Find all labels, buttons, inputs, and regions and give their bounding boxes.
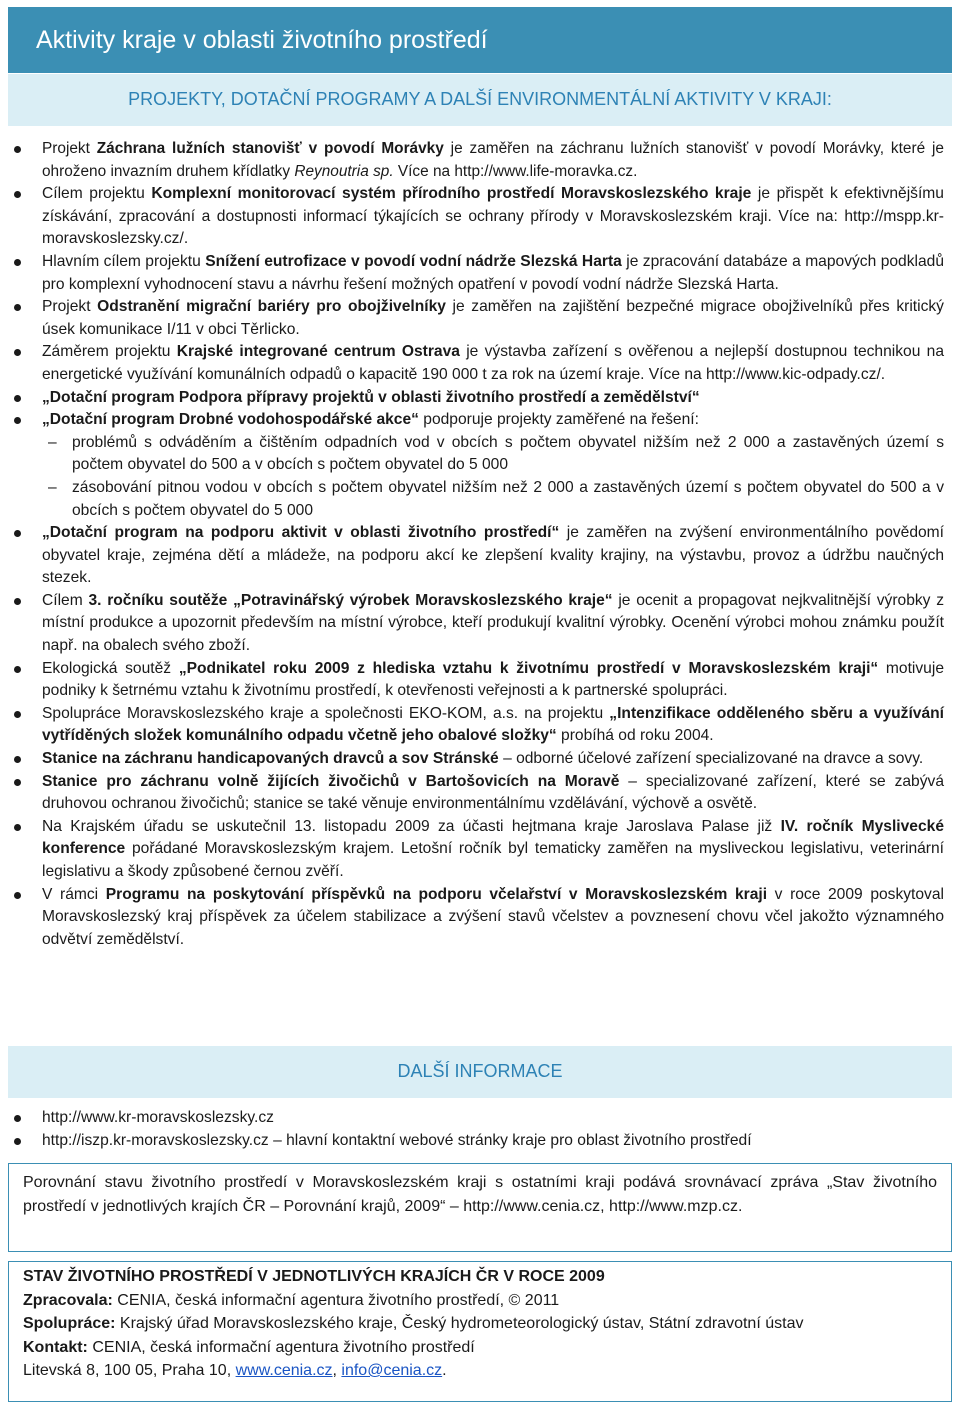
footer-box: STAV ŽIVOTNÍHO PROSTŘEDÍ V JEDNOTLIVÝCH KRAJÍCH ČR V ROCE 2009 Zpracovala: CENIA, česká informační agentura životního prostředí, © 2011 Spolupráce: Krajský úřad Moravskoslezského kraje, Český hydrometeorologický ústav, Státní zdravotní ústav Kontakt: CENIA, česká informační agentura životního prostředí Litevská 8, 100 05, Praha 10, www.cenia.cz, info@cenia.cz. [8,1261,952,1402]
list-item: „Dotační program Podpora přípravy projektů v oblasti životního prostředí a zemědělství“ [0,387,960,410]
email-link[interactable]: info@cenia.cz [341,1362,443,1379]
sub-list-item: – problémů s odváděním a čištěním odpadních vod v obcích s počtem obyvatel nižším než 2 000 a zastavěných území s počtem obyvatel do 500 a v obcích s počtem obyvatel do 5 000 [42,432,944,477]
list-item: Stanice pro záchranu volně žijících živočichů v Bartošovicích na Moravě – specializované zařízení, které se zabývá druhovou ochranou živočichů; stanice se také věnuje environmentálnímu vzdělávání, výchově a osvětě. [0,771,960,816]
list-item: Projekt Záchrana lužních stanovišť v povodí Morávky je zaměřen na záchranu lužních stanovišť v povodí Morávky, které je ohroženo invazním druhem křídlatky Reynoutria sp. Více na http://www.life-moravka.cz. [0,138,960,183]
sub-list-item: – zásobování pitnou vodou v obcích s počtem obyvatel nižším než 2 000 a zastavěných území s počtem obyvatel do 500 a v obcích s počtem obyvatel do 5 000 [42,477,944,522]
page-title: Aktivity kraje v oblasti životního prostředí [36,26,488,54]
list-item [0,1107,960,1130]
more-info-section-title: DALŠÍ INFORMACE [8,1046,952,1098]
list-item: Spolupráce Moravskoslezského kraje a společnosti EKO-KOM, a.s. na projektu „Intenzifikace odděleného sběru a využívání vytříděných složek komunálního odpadu včetně jeho obalové složky“ probíhá od roku 2004. [0,703,960,748]
list-item: Na Krajském úřadu se uskutečnil 13. listopadu 2009 za účasti hejtmana kraje Jaroslava Palase již IV. ročník Myslivecké konference pořádané Moravskoslezským krajem. Letošní ročník byl tematicky zaměřen na mysliveckou legislativu, veterinární legislativu a škody způsobené černou zvěří. [0,816,960,884]
list-item: „Dotační program na podporu aktivit v oblasti životního prostředí“ je zaměřen na zvýšení environmentálního povědomí obyvatel kraje, zejména dětí a mládeže, na podporu akcí ke zlepšení kvality krajiny, na výstavbu, provoz a údržbu naučných stezek. [0,522,960,590]
web-link[interactable]: www.cenia.cz [235,1362,333,1379]
more-info-list [0,1107,960,1152]
projects-section-title: PROJEKTY, DOTAČNÍ PROGRAMY A DALŠÍ ENVIRONMENTÁLNÍ AKTIVITY V KRAJI: [8,74,952,126]
list-item: Projekt Odstranění migrační bariéry pro obojživelníky je zaměřen na zajištění bezpečné migrace obojživelníků přes kritický úsek komunikace I/11 v obci Těrlicko. [0,296,960,341]
footer-title: STAV ŽIVOTNÍHO PROSTŘEDÍ V JEDNOTLIVÝCH KRAJÍCH ČR V ROCE 2009 [23,1268,605,1285]
list-item: Cílem 3. ročníku soutěže „Potravinářský výrobek Moravskoslezského kraje“ je ocenit a propagovat nejkvalitnější výrobky z místní produkce a upozornit především na místní výrobce, kteří produkují kvalitní výrobky. Ocenění výrobci mohou známku použít např. na obalech svého zboží. [0,590,960,658]
list-item: Hlavním cílem projektu Snížení eutrofizace v povodí vodní nádrže Slezská Harta je zpracování databáze a mapových podkladů pro komplexní vyhodnocení stavu a návrhu řešení možných opatření v povodí vodní nádrže Slezská Harta. [0,251,960,296]
list-item: V rámci Programu na poskytování příspěvků na podporu včelařství v Moravskoslezském kraji v roce 2009 poskytoval Moravskoslezský kraj příspěvek za účelem stabilizace a zvýšení stavů včelstev a povznesení chovu včel jakožto významného odvětví zemědělství. [0,884,960,952]
kr-link[interactable]: http://www.kr-moravskoslezsky.cz [42,1109,274,1126]
list-item: Ekologická soutěž „Podnikatel roku 2009 z hlediska vztahu k životnímu prostředí v Moravskoslezském kraji“ motivuje podniky k šetrnému vztahu k životnímu prostředí, k otevřenosti veřejnosti a k partnerské spolupráci. [0,658,960,703]
comparison-box [8,1163,952,1252]
sub-list [42,432,944,522]
list-item: Záměrem projektu Krajské integrované centrum Ostrava je výstavba zařízení s ověřenou a nejlepší dostupnou technikou na energetické využívání komunálních odpadů o kapacitě 190 000 t za rok na území kraje. Více na http://www.kic-odpady.cz/. [0,341,960,386]
comparison-text: Porovnání stavu životního prostředí v Moravskoslezském kraji s ostatními kraji podává srovnávací zpráva „Stav životního prostředí v jednotlivých krajích ČR – Porovnání krajů, 2009“ – http://www.cenia.cz, http://www.mzp.cz. [23,1174,937,1215]
list-item: Stanice na záchranu handicapovaných dravců a sov Stránské – odborné účelové zařízení specializované na dravce a sovy. [0,748,960,771]
iszp-link[interactable]: http://iszp.kr-moravskoslezsky.cz [42,1131,269,1149]
list-item: http://iszp.kr-moravskoslezsky.cz – hlavní kontaktní webové stránky kraje pro oblast životního prostředí [0,1130,960,1153]
list-item: Cílem projektu Komplexní monitorovací systém přírodního prostředí Moravskoslezského kraje je přispět k efektivnějšímu získávání, zpracování a dostupnosti informací týkajících se ochrany přírody v Moravskoslezském kraji. Více na: http://mspp.kr-moravskoslezsky.cz/. [0,183,960,251]
page-header [8,7,952,73]
projects-list [0,138,960,951]
list-item: „Dotační program Drobné vodohospodářské akce“ podporuje projekty zaměřené na řešení: – problémů s odváděním a čištěním odpadních vod v obcích s počtem obyvatel nižším než 2 000 a zastavěných území s počtem obyvatel do 500 a v obcích s počtem obyvatel do 5 000 – zásobování pitnou vodou v obcích s počtem obyvatel nižším než 2 000 a zastavěných území s počtem obyvatel do 500 a v obcích s počtem obyvatel do 5 000 [0,409,960,522]
